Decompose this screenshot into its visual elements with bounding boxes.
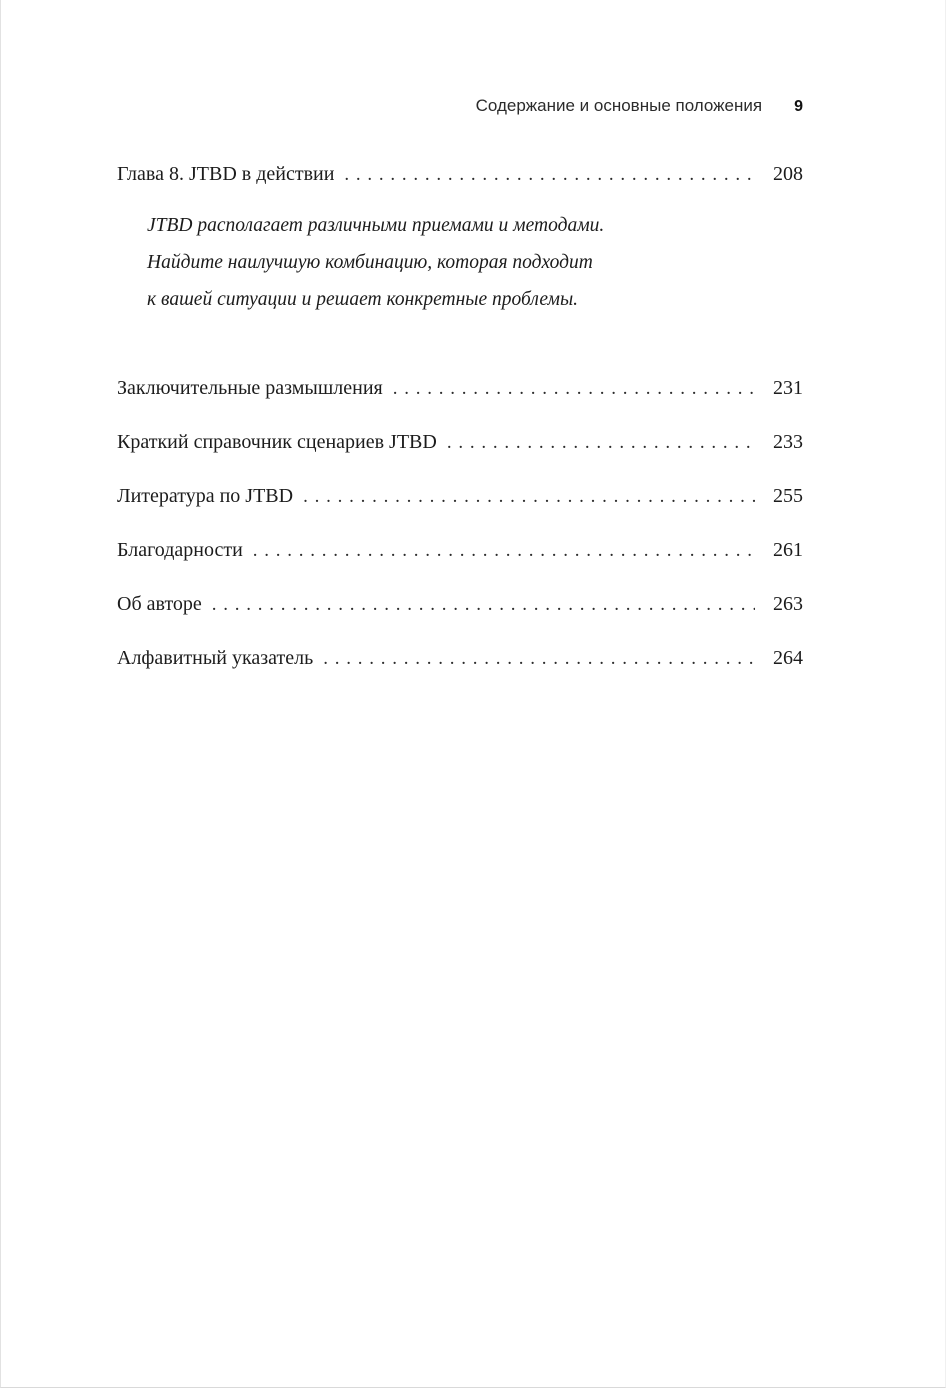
running-head [117,96,803,116]
chapter-description [147,207,803,318]
toc-entry-page: 264 [773,647,803,669]
dot-leader [303,484,755,509]
running-head-title: Содержание и основные положения [475,96,763,115]
toc-back-matter-entries [117,376,803,671]
dot-leader [344,162,755,187]
dot-leader [323,646,755,671]
toc-entry [117,376,803,401]
page-number: 9 [794,98,803,115]
chapter-description-line: JTBD располагает различными приемами и методами. [147,215,605,236]
toc-entry [117,430,803,455]
toc-entry [117,484,803,509]
dot-leader [253,538,755,563]
toc-entry-title: Алфавитный указатель [117,647,314,669]
dot-leader [447,430,755,455]
toc-entry-title: Краткий справочник сценариев JTBD [117,431,437,453]
toc-entry-page: 233 [773,431,803,453]
toc-entry-chapter-8 [117,162,803,187]
toc-entry-page: 261 [773,539,803,561]
toc-entry-title: Заключительные размышления [117,377,383,399]
toc-entry [117,646,803,671]
toc-entry-title: Об авторе [117,593,202,615]
toc-entry-page: 255 [773,485,803,507]
chapter-description-line: Найдите наилучшую комбинацию, которая подходит [147,252,593,273]
page-content [117,96,803,700]
toc-entry-title: Глава 8. JTBD в действии [117,163,335,185]
toc-entry-page: 208 [773,163,803,185]
toc-entry-page: 231 [773,377,803,399]
toc-entry-page: 263 [773,593,803,615]
chapter-description-line: к вашей ситуации и решает конкретные проблемы. [147,289,579,310]
toc-entry [117,592,803,617]
table-of-contents [117,162,803,671]
dot-leader [212,592,755,617]
dot-leader [393,376,755,401]
toc-entry-title: Литература по JTBD [117,485,294,507]
toc-entry [117,538,803,563]
toc-entry-title: Благодарности [117,539,243,561]
